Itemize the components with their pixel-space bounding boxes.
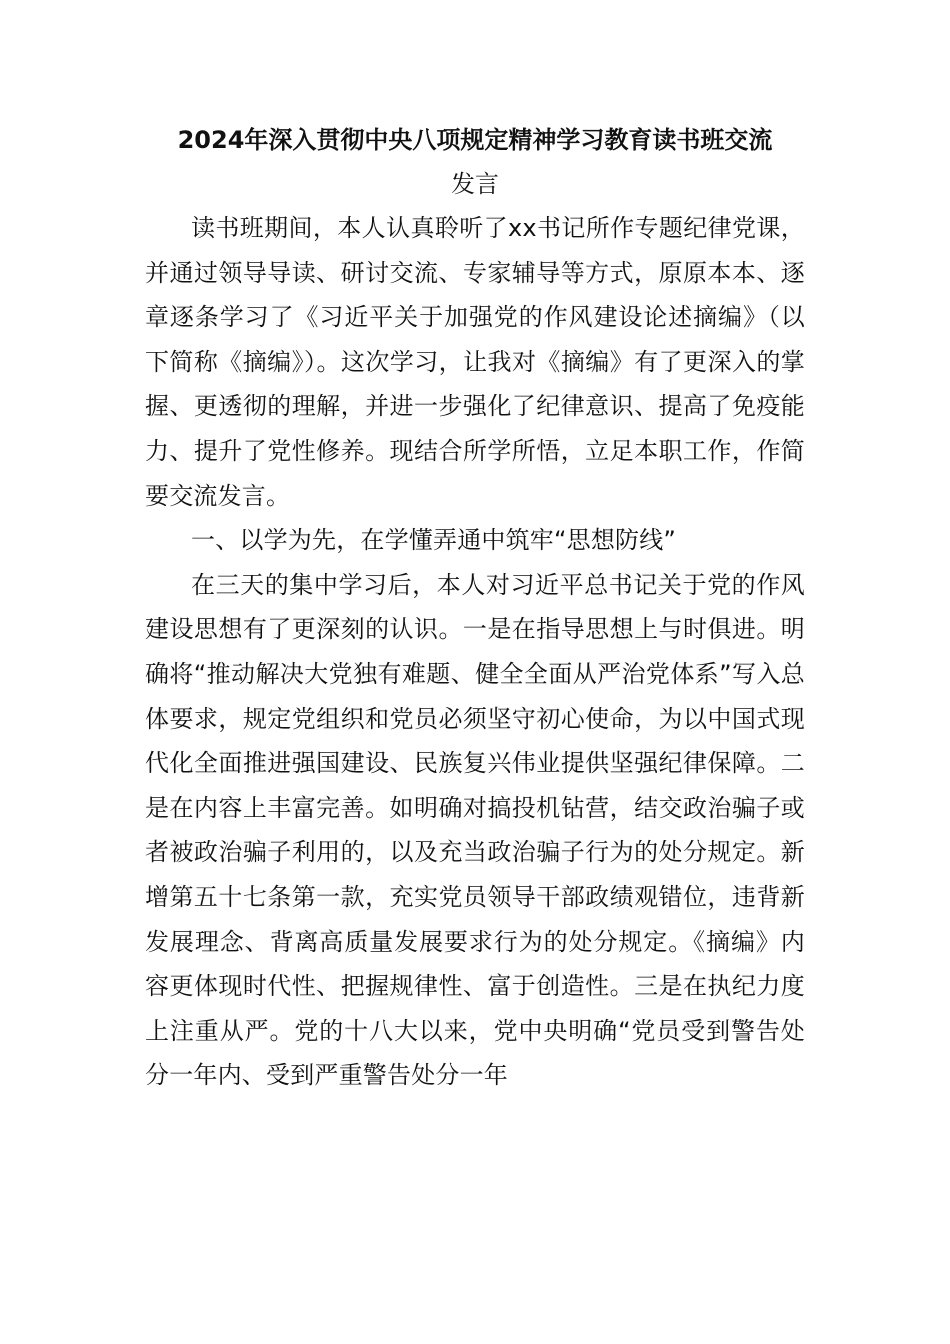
title-line-1: 2024年深入贯彻中央八项规定精神学习教育读书班交流 (177, 126, 773, 154)
title-line-2: 发言 (451, 170, 499, 198)
section-heading-1: 一、以学为先，在学懂弄通中筑牢“思想防线” (191, 526, 677, 555)
paragraph-intro: 读书班期间，本人认真聆听了xx书记所作专题纪律党课，并通过领导导读、研讨交流、专家辅导等方式，原原本本、逐章逐条学习了《习近平关于加强党的作风建设论述摘编》（以下简称《摘编》）。这次学习，让我对《摘编》有了更深入的掌握、更透彻的理解，并进一步强化了纪律意识、提高了免疫能力、提升了党性修养。现结合所学所悟，立足本职工作，作简要交流发言。 (145, 214, 805, 510)
document-title (133, 118, 817, 206)
document-page (145, 118, 805, 1098)
paragraph-section-1: 在三天的集中学习后，本人对习近平总书记关于党的作风建设思想有了更深刻的认识。一是在指导思想上与时俱进。明确将“推动解决大党独有难题、健全全面从严治党体系”写入总体要求，规定党组织和党员必须坚守初心使命，为以中国式现代化全面推进强国建设、民族复兴伟业提供坚强纪律保障。二是在内容上丰富完善。如明确对搞投机钻营，结交政治骗子或者被政治骗子利用的，以及充当政治骗子行为的处分规定。新增第五十七条第一款，充实党员领导干部政绩观错位，违背新发展理念、背离高质量发展要求行为的处分规定。《摘编》内容更体现时代性、把握规律性、富于创造性。三是在执纪力度上注重从严。党的十八大以来，党中央明确“党员受到警告处分一年内、受到严重警告处分一年 (145, 570, 805, 1090)
